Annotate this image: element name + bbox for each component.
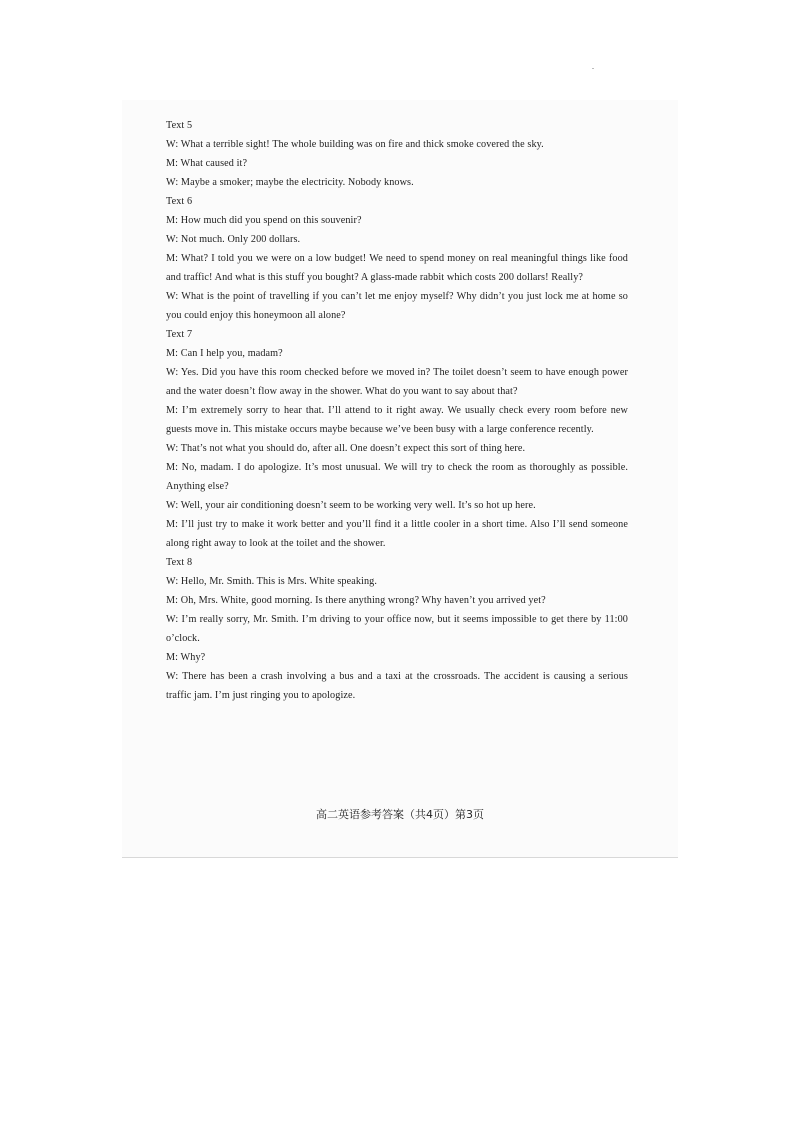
- dialogue-line: M: What caused it?: [166, 158, 248, 169]
- dialogue-line: M: Why?: [166, 652, 206, 663]
- dialogue-line: W: There has been a crash involving a bus and a taxi at the crossroads. The accident is causing a serious traffic jam. I’m just ringing you to apologize.: [166, 671, 628, 701]
- dialogue-line: W: Yes. Did you have this room checked before we moved in? The toilet doesn’t seem to have enough power and the water doesn’t flow away in the shower. What do you want to say about that?: [166, 367, 628, 397]
- dialogue-line: W: What a terrible sight! The whole building was on fire and thick smoke covered the sky.: [166, 139, 544, 150]
- dialogue-line: W: What is the point of travelling if you can’t let me enjoy myself? Why didn’t you just lock me at home so you could enjoy this honeymoon all alone?: [166, 291, 628, 321]
- dialogue-line: W: Not much. Only 200 dollars.: [166, 234, 301, 245]
- scan-speck: [592, 68, 594, 69]
- dialogue-line: W: I’m really sorry, Mr. Smith. I’m driving to your office now, but it seems impossible to get there by 11:00 o’clock.: [166, 614, 628, 644]
- dialogue-line: M: What? I told you we were on a low budget! We need to spend money on real meaningful things like food and traffic! And what is this stuff you bought? A glass-made rabbit which costs 200 dollars! Really?: [166, 253, 628, 283]
- dialogue-line: M: No, madam. I do apologize. It’s most unusual. We will try to check the room as thoroughly as possible. Anything else?: [166, 462, 628, 492]
- dialogue-line: M: How much did you spend on this souvenir?: [166, 215, 362, 226]
- dialogue-line: M: Can I help you, madam?: [166, 348, 283, 359]
- section-heading-text8: Text 8: [166, 557, 193, 568]
- transcript-content: [166, 116, 628, 705]
- dialogue-line: M: I’ll just try to make it work better and you’ll find it a little cooler in a short time. Also I’ll send someone along right away to look at the toilet and the shower.: [166, 519, 628, 549]
- page-footer: 高二英语参考答案（共4页）第3页: [316, 808, 484, 821]
- document-page: [122, 100, 678, 858]
- dialogue-line: W: Maybe a smoker; maybe the electricity. Nobody knows.: [166, 177, 414, 188]
- section-heading-text6: Text 6: [166, 196, 193, 207]
- dialogue-line: W: Well, your air conditioning doesn’t seem to be working very well. It’s so hot up here.: [166, 500, 536, 511]
- dialogue-line: W: That’s not what you should do, after all. One doesn’t expect this sort of thing here.: [166, 443, 526, 454]
- section-heading-text5: Text 5: [166, 120, 193, 131]
- dialogue-line: M: Oh, Mrs. White, good morning. Is there anything wrong? Why haven’t you arrived yet?: [166, 595, 546, 606]
- section-heading-text7: Text 7: [166, 329, 193, 340]
- dialogue-line: W: Hello, Mr. Smith. This is Mrs. White speaking.: [166, 576, 378, 587]
- dialogue-line: M: I’m extremely sorry to hear that. I’ll attend to it right away. We usually check every room before new guests move in. This mistake occurs maybe because we’ve been busy with a large conference recently.: [166, 405, 628, 435]
